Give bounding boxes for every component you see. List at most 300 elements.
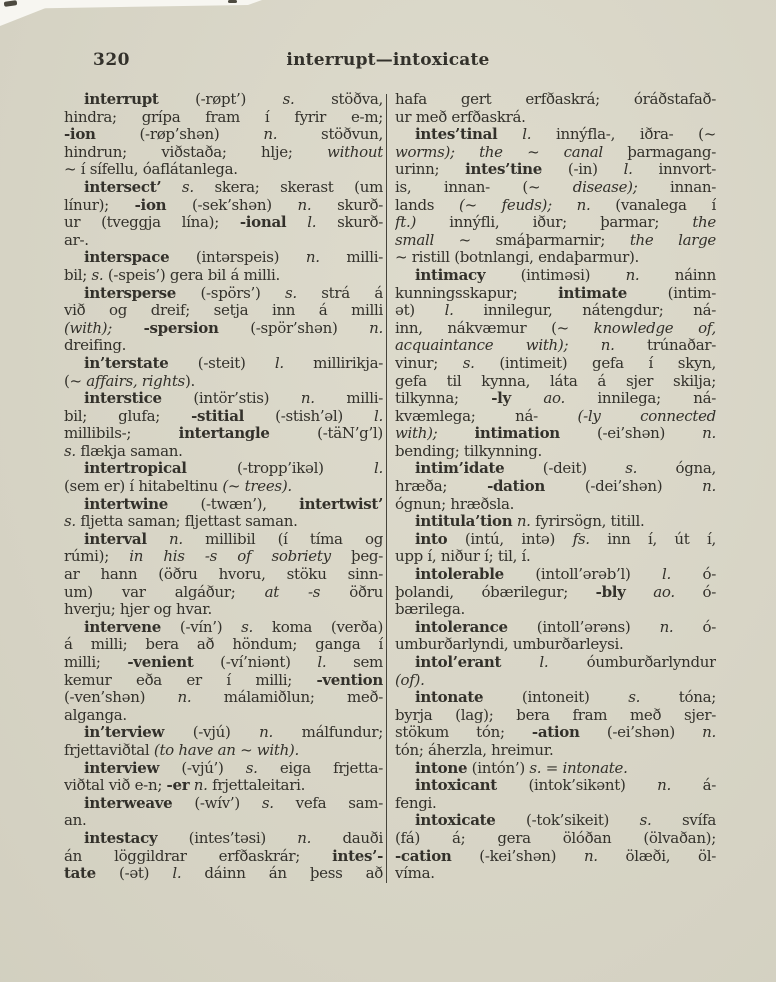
- text-segment: (-sek’shən): [166, 196, 298, 214]
- text-segment: gefa til kynna, láta á sjer skilja;: [395, 372, 716, 390]
- text-segment: (intim-: [627, 284, 716, 302]
- text-segment: s.: [628, 689, 641, 707]
- dict-line: [395, 373, 716, 391]
- text-segment: (-spör’shən): [218, 319, 370, 337]
- dict-line: [395, 126, 716, 144]
- dict-line: [64, 126, 383, 144]
- dict-line: [64, 566, 383, 584]
- text-segment: hindra; grípa fram í fyrir e-m;: [64, 108, 383, 126]
- scan-speck: [228, 0, 237, 3]
- text-segment: n.: [177, 689, 192, 707]
- text-segment: l.: [374, 460, 383, 478]
- headword: intimate: [558, 284, 628, 302]
- text-segment: milli-: [319, 249, 383, 267]
- dict-line: [64, 724, 383, 742]
- text-segment: rúmi);: [64, 548, 130, 566]
- dict-line: [395, 302, 716, 320]
- text-segment: viðtal við e-n;: [64, 777, 167, 795]
- text-segment: (-twæn’),: [167, 495, 300, 513]
- headword: in’terstate: [84, 354, 169, 372]
- dict-line: [64, 249, 383, 267]
- text-segment: (to have an ~ with).: [153, 741, 299, 759]
- text-segment: þeg-: [330, 548, 383, 566]
- dict-line: [64, 214, 383, 232]
- dict-line: [64, 425, 383, 443]
- text-segment: flækja saman.: [75, 442, 183, 460]
- text-segment: tón; áherzla, hreimur.: [395, 741, 554, 759]
- dict-line: [64, 548, 383, 566]
- text-segment: (-vín’): [161, 618, 242, 636]
- text-segment: (-vjú’): [159, 759, 246, 777]
- headword: intol’erant: [415, 654, 502, 671]
- dict-line: [64, 355, 383, 373]
- text-segment: hafa gert erfðaskrá; óráðstafað-: [395, 91, 716, 108]
- headword: -dation: [487, 478, 545, 496]
- text-segment: dreifing.: [64, 337, 127, 355]
- text-segment: n.: [305, 249, 320, 267]
- text-segment: l.: [662, 566, 671, 584]
- text-segment: s.: [639, 812, 652, 830]
- text-segment: n.: [583, 847, 598, 865]
- text-segment: s.: [282, 91, 295, 108]
- text-segment: upp í, niður í; til, í.: [395, 548, 531, 566]
- dict-line: [395, 742, 716, 760]
- text-segment: strá á: [296, 284, 383, 302]
- dict-line: [64, 672, 383, 690]
- text-segment: [112, 320, 144, 337]
- page-header: [0, 50, 776, 72]
- dict-line: [395, 672, 716, 690]
- text-segment: ar-.: [64, 231, 89, 249]
- text-segment: þarmagang-: [602, 143, 716, 161]
- text-segment: fljetta saman; fljettast saman.: [75, 513, 298, 531]
- text-segment: (-tropp’ikəl): [186, 460, 375, 478]
- text-segment: affairs, rights: [86, 372, 185, 390]
- text-segment: ~: [502, 143, 564, 161]
- text-segment: s.: [91, 266, 104, 284]
- text-segment: innilegur, nátengdur; ná-: [453, 302, 716, 320]
- text-segment: millibils-;: [64, 425, 179, 443]
- text-segment: skurð-: [311, 196, 383, 214]
- text-segment: trúnaðar-: [614, 337, 716, 355]
- text-segment: (intoll’ərəb’l): [503, 566, 663, 584]
- text-segment: s.: [181, 178, 194, 196]
- text-segment: (intoll’ərəns): [507, 618, 660, 636]
- dict-line: [395, 214, 716, 232]
- text-segment: l.: [274, 354, 284, 372]
- text-segment: (-ven’shən): [64, 689, 178, 707]
- headword: intes’-: [332, 847, 383, 865]
- dict-line: [395, 601, 716, 619]
- text-segment: l.: [539, 654, 549, 671]
- headword: intersperse: [84, 284, 177, 302]
- dict-line: [64, 584, 383, 602]
- text-segment: þolandi, óbærilegur;: [395, 583, 596, 601]
- text-segment: l.: [317, 654, 327, 671]
- text-segment: n.: [297, 829, 312, 847]
- text-segment: ur (tveggja lína);: [64, 214, 240, 232]
- text-segment: á milli; bera að höndum; ganga í: [64, 636, 383, 654]
- dict-line: [395, 232, 716, 250]
- dict-line: [64, 460, 383, 478]
- text-segment: without: [327, 143, 383, 161]
- text-segment: n.: [657, 777, 671, 795]
- text-segment: tilkynna;: [395, 390, 492, 408]
- dict-line: [64, 197, 383, 215]
- text-segment: (with);: [64, 319, 112, 337]
- text-segment: línur);: [64, 196, 135, 214]
- dict-line: [64, 408, 383, 426]
- running-head: interrupt—intoxicate: [286, 50, 490, 70]
- headword: intimation: [474, 425, 560, 443]
- dict-line: [395, 830, 716, 848]
- dict-line: [395, 865, 716, 883]
- headword: interweave: [84, 794, 173, 812]
- dict-line: [395, 689, 716, 707]
- dict-line: [64, 285, 383, 303]
- text-segment: worms); the: [395, 143, 503, 161]
- text-segment: stökum tón;: [395, 724, 532, 742]
- dict-line: [64, 179, 383, 197]
- text-segment: l.: [522, 126, 532, 144]
- text-segment: á-: [670, 777, 716, 795]
- text-segment: skera; skerast (um: [193, 178, 383, 196]
- text-segment: n.: [259, 724, 274, 742]
- text-segment: (~ trees).: [222, 478, 292, 496]
- dict-line: [395, 760, 716, 778]
- dict-line: [395, 267, 716, 285]
- dict-line: [395, 91, 716, 109]
- text-segment: án löggildrar erfðaskrár;: [64, 847, 333, 865]
- text-segment: (-deit): [504, 460, 626, 478]
- text-segment: (-røpt’): [158, 91, 283, 108]
- headword: -venient: [127, 654, 194, 671]
- text-segment: málfundur;: [273, 724, 383, 742]
- text-segment: ó-: [674, 583, 716, 601]
- text-segment: (-in): [541, 161, 624, 179]
- text-segment: kunningsskapur;: [395, 284, 559, 302]
- text-segment: with);: [395, 425, 438, 443]
- text-segment: (vanalega í: [590, 196, 716, 214]
- text-segment: ~ smáþarmarnir;: [433, 231, 630, 249]
- text-segment: the: [692, 214, 716, 232]
- dict-line: [395, 584, 716, 602]
- text-segment: (sem er) í hitabeltinu: [64, 478, 223, 496]
- dict-line: [64, 812, 383, 830]
- text-segment: acquaintance with); n.: [395, 337, 615, 355]
- text-segment: (-speis’) gera bil á milli.: [103, 266, 280, 284]
- text-segment: bærilega.: [395, 601, 465, 619]
- text-segment: ó-: [673, 618, 716, 636]
- dict-line: [395, 777, 716, 795]
- text-segment: frjettaleitari.: [207, 777, 306, 795]
- headword: -spersion: [143, 319, 219, 337]
- right-column: [395, 91, 716, 883]
- dict-line: [64, 109, 383, 127]
- headword: -ion: [134, 196, 167, 214]
- text-segment: s.: [261, 794, 274, 812]
- text-segment: (~: [64, 372, 87, 390]
- headword: intertwist’: [299, 495, 383, 513]
- text-segment: innilega; ná-: [564, 390, 716, 408]
- text-segment: bending; tilkynning.: [395, 442, 542, 460]
- headword: interval: [84, 530, 147, 548]
- headword: into: [415, 530, 448, 548]
- dict-line: [395, 566, 716, 584]
- text-segment: (-steit): [168, 354, 275, 372]
- column-divider: [386, 94, 388, 883]
- dict-line: [64, 161, 383, 179]
- text-segment: alganga.: [64, 706, 127, 724]
- headword: -ional: [239, 214, 287, 232]
- text-segment: l.: [172, 865, 182, 883]
- text-segment: tóna;: [640, 689, 716, 707]
- text-segment: n.: [702, 478, 716, 496]
- text-segment: ölæði, öl-: [597, 847, 716, 865]
- headword: intes’tine: [465, 161, 542, 179]
- left-column: [64, 91, 383, 883]
- text-segment: s.: [284, 284, 297, 302]
- dict-line: [395, 724, 716, 742]
- text-segment: n.: [300, 390, 315, 408]
- headword: intitula’tion: [415, 513, 513, 531]
- text-segment: s.: [241, 618, 254, 636]
- headword: intonate: [415, 689, 484, 707]
- text-segment: (intú, intə): [447, 530, 573, 548]
- dict-line: [395, 109, 716, 127]
- dict-line: [395, 355, 716, 373]
- text-segment: (-ly connected: [577, 407, 716, 425]
- text-segment: kvæmlega; ná-: [395, 407, 578, 425]
- text-segment: (-spörs’): [176, 284, 285, 302]
- dict-line: [64, 830, 383, 848]
- text-segment: skurð-: [316, 214, 383, 232]
- headword: intes’tinal: [415, 126, 498, 144]
- text-segment: óumburðarlyndur: [548, 654, 716, 671]
- dict-line: [64, 795, 383, 813]
- text-segment: (-ví’niənt): [193, 654, 318, 671]
- text-segment: lands: [395, 196, 460, 214]
- dict-line: [64, 232, 383, 250]
- text-segment: ó-: [671, 566, 716, 584]
- text-segment: (~ feuds); n.: [459, 196, 591, 214]
- text-segment: kemur eða er í milli;: [64, 671, 317, 689]
- text-segment: (intərspeis): [169, 249, 306, 267]
- dict-line: [64, 760, 383, 778]
- dict-line: [395, 320, 716, 338]
- dict-line: [395, 619, 716, 637]
- text-segment: fs.: [572, 530, 590, 548]
- text-segment: dauði: [311, 829, 383, 847]
- headword: intolerance: [415, 618, 508, 636]
- text-segment: (intimeit) gefa í skyn,: [474, 354, 716, 372]
- text-segment: ft.): [395, 214, 416, 232]
- text-segment: ur með erfðaskrá.: [395, 108, 526, 126]
- text-segment: við og dreif; setja inn á milli: [64, 302, 383, 320]
- dict-line: [64, 144, 383, 162]
- text-segment: innvort-: [632, 161, 716, 179]
- headword: -stitial: [191, 407, 245, 425]
- text-segment: n.: [297, 196, 312, 214]
- text-segment: dáinn án þess að: [181, 865, 383, 883]
- headword: in’terview: [84, 724, 165, 742]
- text-segment: koma (verða): [253, 618, 383, 636]
- text-segment: fengi.: [395, 794, 437, 812]
- page-number: 320: [93, 50, 130, 70]
- text-segment: hverju; hjer og hvar.: [64, 601, 212, 619]
- text-segment: [497, 126, 522, 143]
- headword: -bly: [595, 583, 626, 601]
- dict-line: [395, 249, 716, 267]
- text-segment: canal: [563, 143, 603, 161]
- text-segment: sem: [326, 654, 383, 671]
- text-segment: [511, 390, 543, 407]
- headword: intertropical: [84, 460, 187, 478]
- dict-line: [395, 513, 716, 531]
- text-segment: (fá) á; gera ölóðan (ölvaðan);: [395, 829, 716, 847]
- dict-line: [64, 267, 383, 285]
- dict-line: [395, 197, 716, 215]
- dict-line: [395, 179, 716, 197]
- dict-line: [64, 601, 383, 619]
- text-segment: (-tok’sikeit): [495, 812, 640, 830]
- text-segment: n.: [369, 319, 383, 337]
- headword: intertangle: [178, 425, 270, 443]
- headword: interspace: [84, 249, 170, 267]
- dict-line: [64, 91, 383, 109]
- text-segment: n.: [625, 266, 640, 284]
- text-segment: víma.: [395, 865, 435, 883]
- text-segment: um) var algáður;: [64, 583, 265, 601]
- text-segment: (-stish’əl): [244, 407, 375, 425]
- text-segment: n.: [659, 618, 674, 636]
- headword: intervene: [84, 618, 161, 636]
- text-segment: [626, 584, 654, 601]
- text-segment: (-røp’shən): [95, 126, 264, 144]
- text-segment: millibil (í tíma og: [182, 530, 383, 548]
- dict-line: [395, 707, 716, 725]
- dict-line: [395, 531, 716, 549]
- dict-line: [64, 689, 383, 707]
- dict-line: [395, 161, 716, 179]
- dict-line: [64, 531, 383, 549]
- dict-line: [64, 654, 383, 672]
- text-segment: an.: [64, 812, 87, 830]
- headword: interview: [84, 759, 160, 777]
- headword: intimacy: [415, 266, 486, 284]
- headword: intolerable: [415, 566, 504, 584]
- text-segment: at -s: [264, 583, 321, 601]
- text-segment: n.: [516, 513, 531, 531]
- headword: tate: [64, 865, 96, 883]
- dict-line: [395, 496, 716, 514]
- text-segment: l.: [444, 302, 454, 320]
- headword: intone: [415, 759, 468, 777]
- text-segment: [147, 531, 169, 548]
- text-segment: (-ei’shən): [579, 724, 703, 742]
- text-segment: the large: [629, 231, 716, 249]
- text-segment: málamiðlun; með-: [191, 689, 383, 707]
- dict-line: [64, 320, 383, 338]
- dict-line: [395, 478, 716, 496]
- text-segment: milli-: [314, 390, 383, 408]
- dict-line: [64, 302, 383, 320]
- dict-line: [64, 848, 383, 866]
- text-segment: öðru: [320, 583, 383, 601]
- text-segment: n.: [702, 724, 716, 742]
- dict-line: [395, 285, 716, 303]
- dict-line: [64, 636, 383, 654]
- text-segment: eiga frjetta-: [257, 759, 383, 777]
- dict-line: [64, 865, 383, 883]
- dict-line: [395, 337, 716, 355]
- dict-line: [395, 654, 716, 672]
- text-segment: (-ət): [95, 865, 173, 883]
- text-segment: l.: [374, 407, 383, 425]
- headword: intim’idate: [415, 460, 505, 478]
- text-segment: vinur;: [395, 354, 463, 372]
- text-segment: [161, 179, 182, 196]
- text-segment: inn í, út í,: [589, 530, 716, 548]
- text-segment: l.: [623, 161, 633, 179]
- text-segment: náinn: [639, 266, 716, 284]
- text-segment: n.: [169, 530, 183, 548]
- text-segment: disease);: [572, 178, 638, 196]
- text-segment: s.: [625, 460, 638, 478]
- text-segment: ógna,: [637, 460, 716, 478]
- text-segment: s.: [245, 759, 258, 777]
- text-segment: (-ei’shən): [559, 425, 703, 443]
- text-segment: (intör’stis): [161, 390, 301, 408]
- headword: -er: [166, 777, 190, 795]
- headword: interstice: [84, 390, 162, 408]
- text-segment: (-dei’shən): [544, 478, 703, 496]
- text-segment: frjettaviðtal: [64, 741, 154, 759]
- text-segment: s.: [462, 354, 475, 372]
- dict-line: [395, 812, 716, 830]
- dict-line: [395, 460, 716, 478]
- headword: intersect’: [84, 178, 162, 196]
- text-segment: (-kei’shən): [451, 847, 584, 865]
- text-segment: (intiməsi): [485, 266, 626, 284]
- text-segment: urinn;: [395, 161, 466, 179]
- headword: -ly: [491, 390, 511, 408]
- dict-line: [64, 373, 383, 391]
- text-segment: stöðva,: [294, 91, 383, 108]
- text-segment: (intok’sikənt): [496, 777, 658, 795]
- headword: interrupt: [84, 91, 159, 108]
- text-segment: small: [395, 231, 434, 249]
- headword: -cation: [395, 847, 452, 865]
- text-segment: s.: [64, 513, 76, 531]
- text-segment: hræða;: [395, 478, 488, 496]
- dict-line: [395, 636, 716, 654]
- dict-line: [395, 144, 716, 162]
- text-segment: n.: [263, 126, 278, 144]
- text-segment: intonate.: [562, 759, 628, 777]
- text-segment: inn, nákvæmur (~: [395, 319, 594, 337]
- text-segment: n.: [193, 777, 208, 795]
- text-segment: knowledge of,: [593, 319, 716, 337]
- dict-line: [395, 425, 716, 443]
- headword: intertwine: [84, 495, 168, 513]
- text-segment: milli;: [64, 654, 128, 671]
- text-segment: bil; glufa;: [64, 407, 192, 425]
- text-segment: [437, 425, 474, 442]
- dict-line: [64, 513, 383, 531]
- dict-line: [64, 443, 383, 461]
- text-segment: (intes’təsi): [157, 829, 298, 847]
